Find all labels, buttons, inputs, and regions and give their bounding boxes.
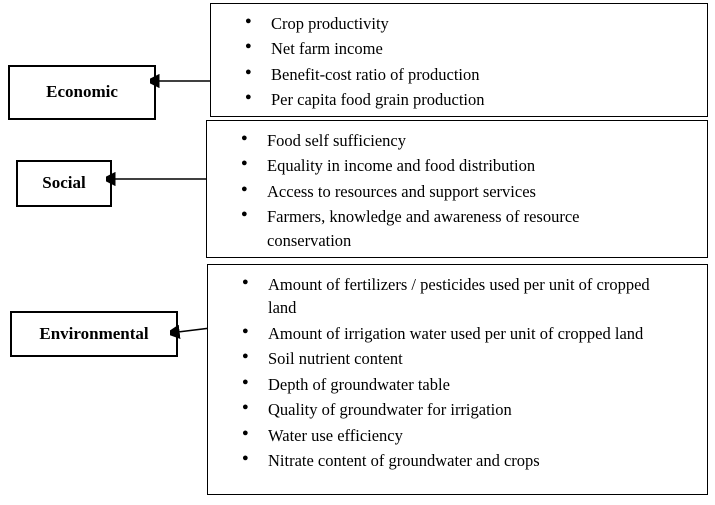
list-item: ● Access to resources and support services <box>221 180 697 203</box>
list-item: ● Equality in income and food distribution <box>221 154 697 177</box>
list-item: ● Soil nutrient content <box>222 347 697 370</box>
indicator-list-social <box>221 129 697 252</box>
indicator-box-social <box>206 120 708 258</box>
list-item: ● Water use efficiency <box>222 424 697 447</box>
indicator-box-environmental <box>207 264 708 495</box>
list-item: ● Net farm income <box>225 37 697 60</box>
list-item: ● Amount of irrigation water used per unit of cropped land <box>222 322 697 345</box>
category-box-social <box>16 160 112 207</box>
list-item: ● Farmers, knowledge and awareness of resource conservation <box>221 205 697 252</box>
category-label-social: Social <box>42 173 86 193</box>
connector-social <box>106 158 220 200</box>
list-item: ● Depth of groundwater table <box>222 373 697 396</box>
list-item: ● Per capita food grain production <box>225 88 697 111</box>
category-label-economic: Economic <box>46 82 118 102</box>
indicator-list-economic <box>225 12 697 112</box>
list-item: ● Benefit-cost ratio of production <box>225 63 697 86</box>
list-item: ● Amount of fertilizers / pesticides used per unit of cropped land <box>222 273 697 320</box>
indicator-list-environmental <box>222 273 697 472</box>
category-box-economic <box>8 65 156 120</box>
list-item: ● Food self sufficiency <box>221 129 697 152</box>
list-item: ● Nitrate content of groundwater and crops <box>222 449 697 472</box>
category-box-environmental <box>10 311 178 357</box>
list-item: ● Quality of groundwater for irrigation <box>222 398 697 421</box>
category-label-environmental: Environmental <box>39 323 149 343</box>
list-item: ● Crop productivity <box>225 12 697 35</box>
indicator-box-economic <box>210 3 708 117</box>
